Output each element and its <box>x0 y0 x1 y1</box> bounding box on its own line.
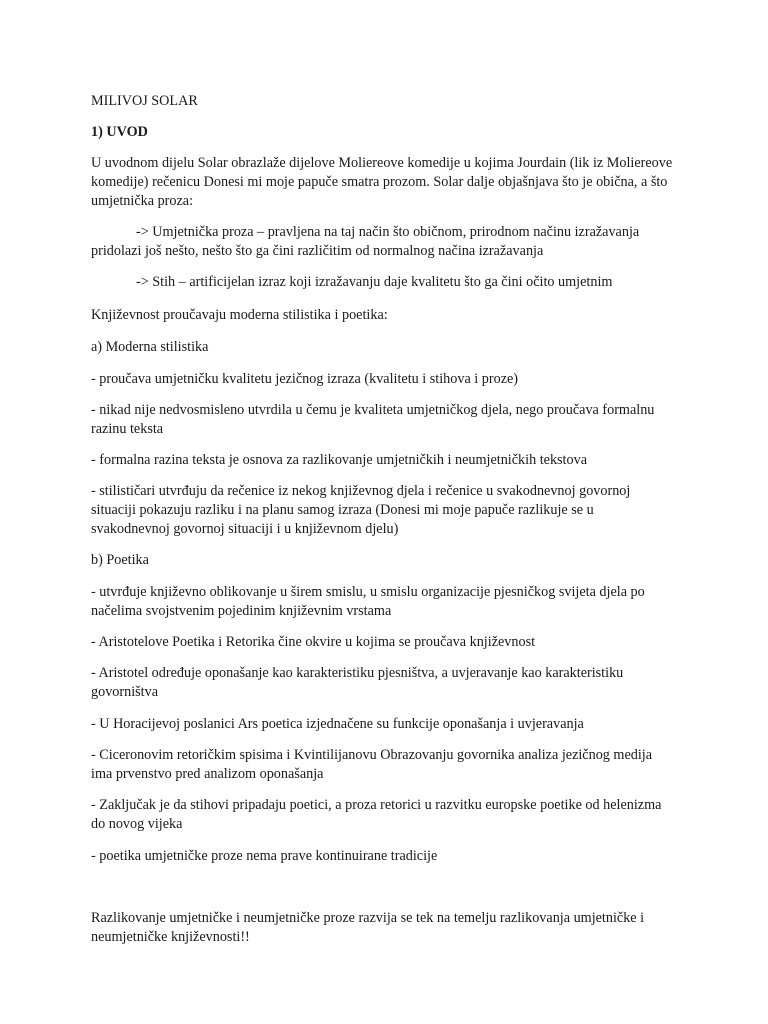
poetics-heading: b) Poetika <box>91 552 149 568</box>
arrow-item-prose: -> Umjetnička proza – pravljena na taj način što običnom, prirodnom načinu izražavanja pridolazi još nešto, nešto što ga čini različitim od normalnog načina izražavanja <box>91 224 640 259</box>
author-heading: MILIVOJ SOLAR <box>91 93 198 109</box>
poetics-item: - Aristotel određuje oponašanje kao karakteristiku pjesništva, a uvjeravanje kao karakteristiku govorništva <box>91 665 624 700</box>
stylistics-item: - proučava umjetničku kvalitetu jezičnog izraza (kvalitetu i stihova i proze) <box>91 371 519 387</box>
stylistics-item: - nikad nije nedvosmisleno utvrdila u čemu je kvaliteta umjetničkog djela, nego proučava formalnu razinu teksta <box>91 402 655 437</box>
arrow-item-verse: -> Stih – artificijelan izraz koji izražavanju daje kvalitetu što ga čini očito umjetnim <box>136 274 613 290</box>
poetics-item: - Ciceronovim retoričkim spisima i Kvintilijanovu Obrazovanju govornika analiza jezičnog medija ima prvenstvo pred analizom oponašanja <box>91 747 653 782</box>
study-line: Književnost proučavaju moderna stilistika i poetika: <box>91 307 388 323</box>
poetics-item: - Aristotelove Poetika i Retorika čine okvire u kojima se proučava književnost <box>91 634 536 650</box>
conclusion-paragraph: Razlikovanje umjetničke i neumjetničke proze razvija se tek na temelju razlikovanja umjetničke i neumjetničke književnosti!! <box>91 910 645 945</box>
section-heading: 1) UVOD <box>91 124 148 140</box>
poetics-item: - U Horacijevoj poslanici Ars poetica izjednačene su funkcije oponašanja i uvjeravanja <box>91 716 584 732</box>
poetics-item: - utvrđuje književno oblikovanje u širem smislu, u smislu organizacije pjesničkog svijeta djela po načelima svojstvenim pojedinim književnim vrstama <box>91 584 645 619</box>
intro-paragraph: U uvodnom dijelu Solar obrazlaže dijelove Moliereove komedije u kojima Jourdain (lik iz Moliereove komedije) rečenicu Donesi mi moje papuče smatra prozom. Solar dalje objašnjava što je obična, a što umjetnička proza: <box>91 155 673 209</box>
stylistics-item: - formalna razina teksta je osnova za razlikovanje umjetničkih i neumjetničkih tekstova <box>91 452 587 468</box>
stylistics-heading: a) Moderna stilistika <box>91 339 209 355</box>
stylistics-item: - stilističari utvrđuju da rečenice iz nekog književnog djela i rečenice u svakodnevnoj govornoj situaciji pokazuju razliku i na planu samog izraza (Donesi mi moje papuče razlikuje se u svakodnevnoj govornoj situaciji i u književnom djelu) <box>91 483 631 537</box>
poetics-item: - poetika umjetničke proze nema prave kontinuirane tradicije <box>91 848 438 864</box>
poetics-item: - Zaključak je da stihovi pripadaju poetici, a proza retorici u razvitku europske poetike od helenizma do novog vijeka <box>91 797 662 832</box>
